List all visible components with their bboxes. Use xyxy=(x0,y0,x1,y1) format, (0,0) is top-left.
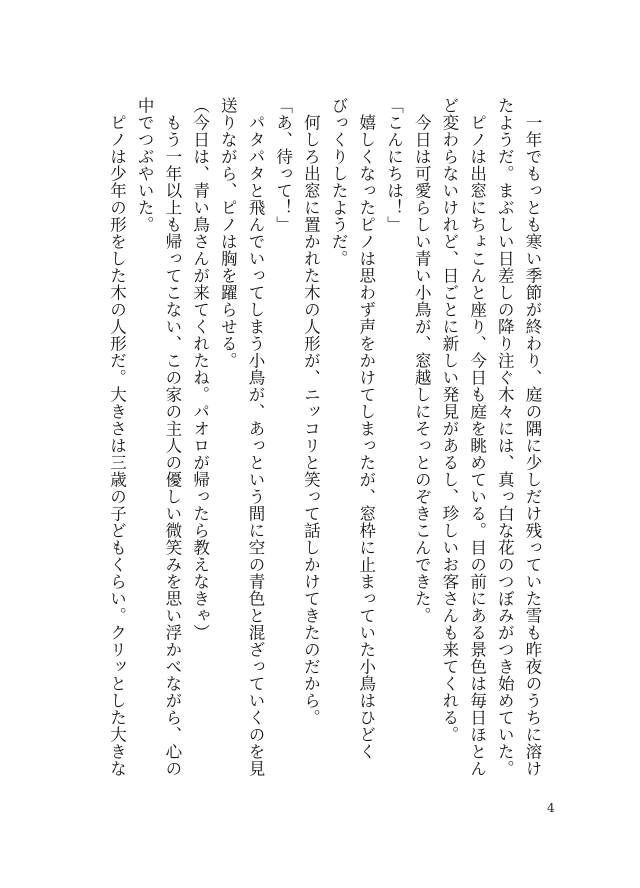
text-line: パタパタと飛んでいってしまう小鳥が、あっという間に空の青色と混ざっていくのを見 xyxy=(245,97,265,777)
text-line: びっくりしたようだ。 xyxy=(329,97,349,267)
text-line: 「あ、待って！」 xyxy=(273,97,293,233)
text-line: 今日は可愛らしい青い小鳥が、窓越しにそっとのぞきこんできた。 xyxy=(412,97,432,624)
text-line: 一年でもっとも寒い季節が終わり、庭の隅に少しだけ残っていた雪も昨夜のうちに溶け xyxy=(523,97,542,777)
text-line: ど変わらないけれど、日ごとに新しい発見があるし、珍しいお客さんも来てくれる。 xyxy=(439,97,459,743)
text-line: 何しろ出窓に置かれた木の人形が、ニッコリと笑って話しかけてきたのだから。 xyxy=(301,97,321,726)
text-line: もう一年以上も帰ってこない、この家の主人の優しい微笑みを思い浮かべながら、心の xyxy=(162,97,182,777)
vertical-text-body xyxy=(103,97,546,797)
page-number: 4 xyxy=(547,801,555,815)
text-line: ピノは出窓にちょこんと座り、今日も庭を眺めている。目の前にある景色は毎日ほとん xyxy=(467,97,487,777)
text-line: 送りながら、ピノは胸を躍らせる。 xyxy=(218,97,238,369)
text-line: 中でつぶやいた。 xyxy=(135,97,155,233)
text-line: （今日は、青い鳥さんが来てくれたね。パオロが帰ったら教えなきゃ） xyxy=(190,97,210,641)
text-line: 「こんにちは！」 xyxy=(384,97,404,233)
text-line: 嬉しくなったピノは思わず声をかけてしまったが、窓枠に止まっていた小鳥はひどく xyxy=(356,97,376,760)
text-line: たようだ。まぶしい日差しの降り注ぐ木々には、真っ白な花のつぼみがつき始めていた。 xyxy=(495,97,515,777)
text-line: ピノは少年の形をした木の人形だ。大きさは三歳の子どもくらい。クリッとした大きな xyxy=(107,97,127,777)
